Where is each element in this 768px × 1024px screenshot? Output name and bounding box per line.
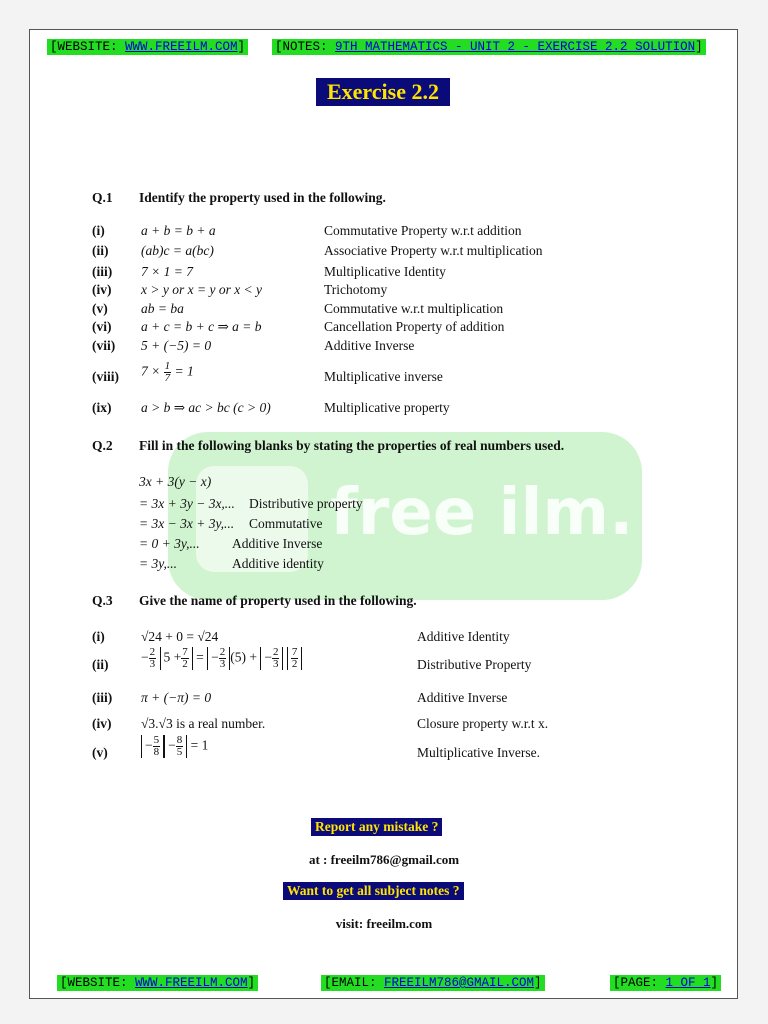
- header-website-bar: [WEBSITE: WWW.FREEILM.COM]: [47, 39, 248, 55]
- fraction: $\frac{1}{7}$: [164, 360, 171, 384]
- q2-line: = 0 + 3y,... Additive Inverse: [139, 536, 323, 551]
- q1-item: (i) a + b = b + a Commutative Property w.r.t addition: [92, 223, 522, 238]
- q1-item: (viii) 7 × $\frac{1}{7}$ = 1 Multiplicative inverse: [92, 360, 443, 384]
- q1-item: (iii) 7 × 1 = 7 Multiplicative Identity: [92, 264, 446, 279]
- header-notes-bar: [NOTES: 9TH MATHEMATICS - UNIT 2 - EXERCISE 2.2 SOLUTION]: [272, 39, 706, 55]
- q1-item: (iv) x > y or x = y or x < y Trichotomy: [92, 282, 388, 297]
- footer-email-link[interactable]: FREEILM786@GMAIL.COM: [384, 976, 535, 990]
- q1-item: (vi) a + c = b + c ⇒ a = b Cancellation Property of addition: [92, 319, 505, 334]
- footer-email-bar: [EMAIL: FREEILM786@GMAIL.COM]: [321, 975, 545, 991]
- header-notes-link[interactable]: 9TH MATHEMATICS - UNIT 2 - EXERCISE 2.2 SOLUTION: [335, 40, 696, 54]
- q1-item: (ii) (ab)c = a(bc) Associative Property w.r.t multiplication: [92, 243, 543, 258]
- q3-item: (iii) π + (−π) = 0 Additive Inverse: [92, 690, 508, 705]
- page-title: Exercise 2.2: [316, 78, 450, 106]
- q3-item: (i) √24 + 0 = √24 Additive Identity: [92, 629, 510, 644]
- contact-email[interactable]: at : freeilm786@gmail.com: [308, 852, 460, 867]
- q3-item: (iv) √3.√3 is a real number. Closure property w.r.t x.: [92, 716, 549, 731]
- report-mistake-banner: Report any mistake ?: [311, 818, 442, 836]
- footer-page-bar: [PAGE: 1 OF 1]: [610, 975, 721, 991]
- q2-line: 3x + 3(y − x): [139, 474, 212, 489]
- q1-item: (vii) 5 + (−5) = 0 Additive Inverse: [92, 338, 415, 353]
- footer-website-bar: [WEBSITE: WWW.FREEILM.COM]: [57, 975, 258, 991]
- q1-item: (v) ab = ba Commutative w.r.t multiplication: [92, 301, 504, 316]
- page-number: 1 OF 1: [665, 976, 711, 990]
- subject-notes-banner: Want to get all subject notes ?: [283, 882, 464, 900]
- q1-item: (ix) a > b ⇒ ac > bc (c > 0) Multiplicative property: [92, 400, 450, 415]
- q2-line: = 3x + 3y − 3x,... Distributive property: [139, 496, 363, 511]
- header-website-link[interactable]: WWW.FREEILM.COM: [125, 40, 238, 54]
- q2-line: = 3y,... Additive identity: [139, 556, 324, 571]
- footer-website-link[interactable]: WWW.FREEILM.COM: [135, 976, 248, 990]
- visit-site-link[interactable]: visit: freeilm.com: [335, 916, 433, 931]
- watermark-brand: free ilm.: [330, 476, 634, 550]
- q3-item: (v) − $\frac{5}{8}$ − $\frac{8}{5}$ = 1 Multiplicative Inverse.: [92, 734, 540, 760]
- q2-line: = 3x − 3x + 3y,... Commutative: [139, 516, 323, 531]
- q3-item: (ii) − $\frac{2}{3}$ 5 + $\frac{7}{2}$ = − $\frac{2}{3}$ (5) + − $\frac{2}{3}$ $\frac{7}{2}$ Distributive Property: [92, 646, 532, 672]
